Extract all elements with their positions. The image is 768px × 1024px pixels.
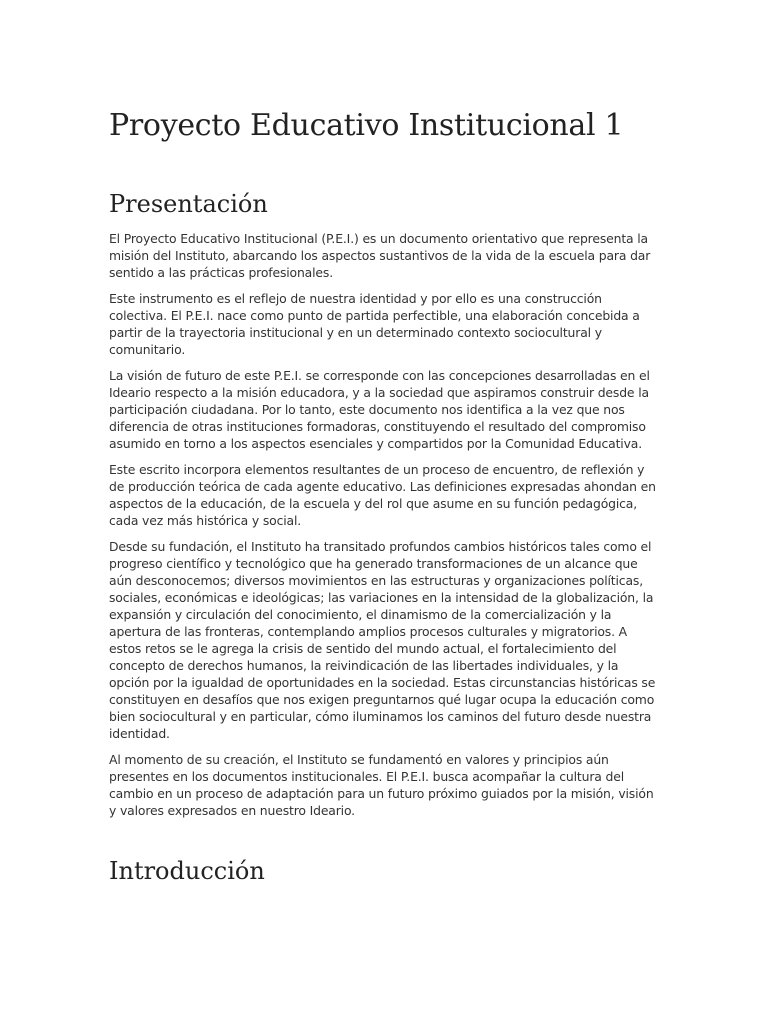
section-heading-introduccion: Introducción [109, 857, 265, 885]
paragraph: Al momento de su creación, el Instituto se fundamentó en valores y principios aún presentes en los documentos institucionales. El P.E.I. busca acompañar la cultura del cambio en un proceso de adaptación para un futuro próximo guiados por la misión, visión y valores expresados en nuestro Ideario. [109, 752, 654, 818]
paragraph: El Proyecto Educativo Institucional (P.E.I.) es un documento orientativo que representa la misión del Instituto, abarcando los aspectos sustantivos de la vida de la escuela para dar sentido a las prácticas profesionales. [109, 231, 651, 280]
paragraph: Desde su fundación, el Instituto ha transitado profundos cambios históricos tales como el progreso científico y tecnológico que ha generado transformaciones de un alcance que aún desconocemos; diversos movimientos en las estructuras y organizaciones políticas, sociales, económicas e ideológicas; las variaciones en la intensidad de la globalización, la expansión y circulación del conocimiento, el dinamismo de la comercialización y la apertura de las fronteras, contemplando amplios procesos culturales y migratorios. A estos retos se le agrega la crisis de sentido del mundo actual, el fortalecimiento del concepto de derechos humanos, la reivindicación de las libertades individuales, y la opción por la igualdad de oportunidades en la sociedad. Estas circunstancias históricas se constituyen en desafíos que nos exigen preguntarnos qué lugar ocupa la educación como bien sociocultural y en particular, cómo iluminamos los caminos del futuro desde nuestra identidad. [109, 539, 656, 741]
section-heading-presentacion: Presentación [109, 190, 268, 218]
presentacion-body [109, 230, 661, 828]
paragraph: La visión de futuro de este P.E.I. se corresponde con las concepciones desarrolladas en el Ideario respecto a la misión educadora, y a la sociedad que aspiramos construir desde la participación ciudadana. Por lo tanto, este documento nos identifica a la vez que nos diferencia de otras instituciones formadoras, constituyendo el resultado del compromiso asumido en torno a los aspectos esenciales y compartidos por la Comunidad Educativa. [109, 368, 650, 451]
paragraph: Este instrumento es el reflejo de nuestra identidad y por ello es una construcción colectiva. El P.E.I. nace como punto de partida perfectible, una elaboración concebida a partir de la trayectoria institucional y en un determinado contexto sociocultural y comunitario. [109, 291, 640, 357]
paragraph: Este escrito incorpora elementos resultantes de un proceso de encuentro, de reflexión y de producción teórica de cada agente educativo. Las definiciones expresadas ahondan en aspectos de la educación, de la escuela y del rol que asume en su función pedagógica, cada vez más histórica y social. [109, 462, 656, 528]
document-title: Proyecto Educativo Institucional 1 [109, 108, 624, 143]
